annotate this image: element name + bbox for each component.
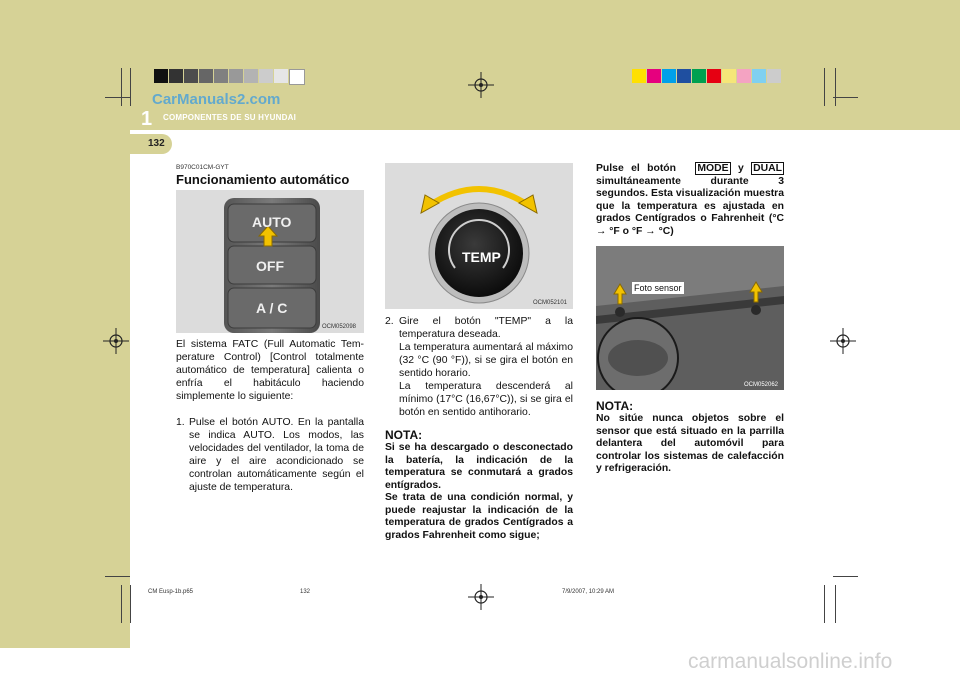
gray-swatch [214,69,228,83]
color-swatch [767,69,781,83]
pulse-prefix: Pulse el botón [596,163,677,174]
crop-mark [121,68,122,106]
step-1-text: Pulse el botón AUTO. En la pantalla se indica AUTO. Los modos, las velocidades del ventilador, la toma de aire y el aire acondicionado se controlan automáticamente según el ajuste de temperatura. [189,417,364,493]
step-number: 2. [385,316,394,327]
crop-mark [130,68,131,106]
dual-button-label: DUAL [753,163,783,174]
chapter-title: COMPONENTES DE SU HYUNDAI [163,113,297,122]
gray-swatch [274,69,288,83]
crop-mark [824,585,825,623]
nota-text-1: Si se ha descargado o desconectado la batería, la indicación de la temperatura se conmutará a grados entígrados. [385,442,573,491]
intro-paragraph: El sistema FATC (Full Automatic Tem- perature Control) [Control totalmente automático de temperatura] calienta o enfría el habitáculo haciendo simplemente lo siguiente: [176,339,364,402]
registration-target-icon [468,72,494,98]
crop-mark [833,576,858,577]
image-caption-code: OCM052098 [322,324,357,330]
color-swatch [632,69,646,83]
gray-swatch [244,69,258,83]
footer-page: 132 [300,589,311,595]
gray-swatch [289,69,305,85]
pulse-rest: simultáneamente durante 3 segundos. Esta visualización muestra que la temperatura es ajustada en grados Centígrados o Fahrenheit (°C → °F o °F → °C) [596,175,784,237]
and-word: y [737,163,744,174]
crop-mark [835,68,836,106]
temp-knob-illustration [385,163,573,309]
color-swatch [737,69,751,83]
gray-swatch [154,69,168,83]
image-caption-code: OCM052101 [533,300,568,306]
step-2-decrease: La temperatura descenderá al mínimo (17°C (16,67°C)), si se gira el botón en sentido antihorario. [399,381,573,418]
color-swatch [752,69,766,83]
gray-swatch [199,69,213,83]
color-swatch [647,69,661,83]
registration-target-icon [830,328,856,354]
section-heading: Funcionamiento automático [176,172,350,187]
step-number: 1. [176,417,185,428]
watermark-top: CarManuals2.com [152,91,281,108]
section-code: B970C01CM-GYT [176,164,229,171]
registration-target-icon [103,328,129,354]
auto-button-image [176,190,364,333]
registration-target-icon [468,584,494,610]
gray-swatch [169,69,183,83]
crop-mark [130,585,131,623]
color-swatch [692,69,706,83]
step-2-increase: La temperatura aumentará al máximo (32 °C (90 °F)), si se gira el botón en sentido horario. [399,342,573,379]
color-swatch [662,69,676,83]
auto-button-label: AUTO [252,214,292,230]
crop-mark [835,585,836,623]
footer-timestamp: 7/9/2007, 10:29 AM [562,589,615,595]
nota-label: NOTA: [385,428,423,442]
crop-mark [824,68,825,106]
gray-swatch [229,69,243,83]
color-swatch [677,69,691,83]
crop-mark [105,97,130,98]
nota-label: NOTA: [596,399,634,413]
foto-sensor-image [596,246,784,390]
chapter-number: 1 [141,108,153,130]
crop-mark [833,97,858,98]
color-swatch [722,69,736,83]
watermark-bottom: carmanualsonline.info [688,650,893,673]
nota-text-2: Se trata de una condición normal, y puede reajustar la indicación de la temperatura de grados Centígrados a grados Fahrenheit como sigue; [385,492,573,541]
gray-swatch [184,69,198,83]
crop-mark [121,585,122,623]
foto-sensor-callout: Foto sensor [634,283,682,293]
temp-knob-label: TEMP [462,249,501,265]
step-2-text: Gire el botón "TEMP" a la temperatura deseada. [399,316,573,340]
temp-knob-image [385,163,573,309]
off-button-label: OFF [256,258,284,274]
dashboard-sensor-illustration [596,246,784,390]
page-number: 132 [148,138,165,149]
footer-file-name: CM Eusp-1b.p65 [148,589,194,595]
crop-mark [105,576,130,577]
mode-button-label: MODE [697,163,729,174]
pulse-instruction [596,163,784,238]
nota-text: No sitúe nunca objetos sobre el sensor que está situado en la parrilla delantera del automóvil para controlar los sistemas de calefacción y refrigeración. [596,413,784,474]
gray-swatch [259,69,273,83]
color-swatch [707,69,721,83]
ac-button-label: A / C [256,300,288,316]
image-caption-code: OCM052062 [744,382,779,388]
